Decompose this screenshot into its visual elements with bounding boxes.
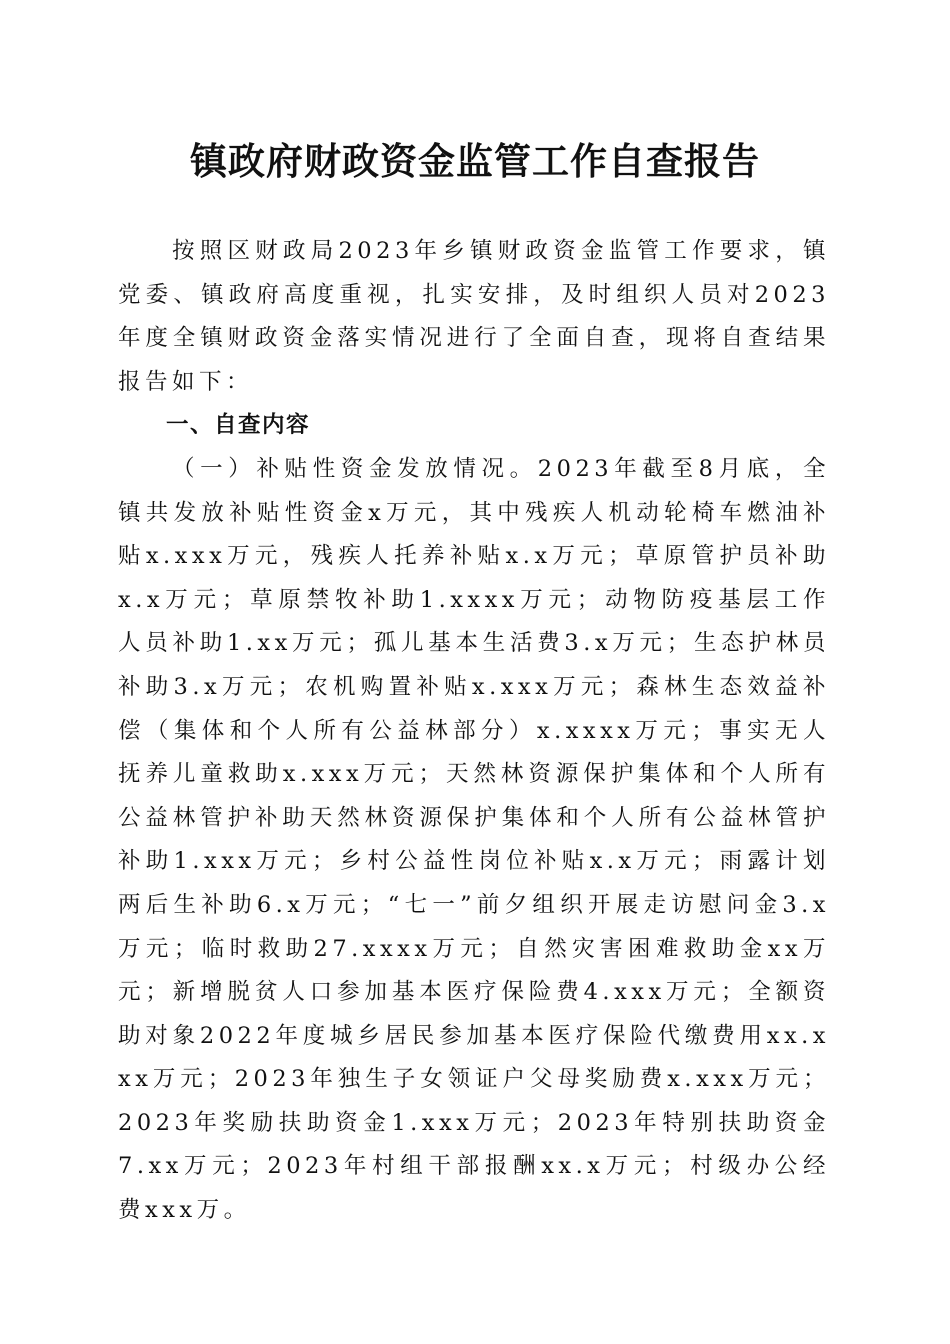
section-heading: 一、自查内容 [166,412,311,439]
subsidy-paragraph: （一）补贴性资金发放情况。2023年截至8月底，全镇共发放补贴性资金x万元，其中残疾人机动轮椅车燃油补贴x.xxx万元，残疾人托养补贴x.x万元；草原管护员补助x.x万元；草原禁牧补助1.xxxx万元；动物防疫基层工作人员补助1.xx万元；孤儿基本生活费3.x万元；生态护林员补助3.x万元；农机购置补贴x.xxx万元；森林生态效益补偿（集体和个人所有公益林部分）x.xxxx万元；事实无人抚养儿童救助x.xxx万元；天然林资源保护集体和个人所有公益林管护补助天然林资源保护集体和个人所有公益林管护补助1.xxx万元；乡村公益性岗位补贴x.x万元；雨露计划两后生补助6.x万元；“七一”前夕组织开展走访慰问金3.x万元；临时救助27.xxxx万元；自然灾害困难救助金xx万元；新增脱贫人口参加基本医疗保险费4.xxx万元；全额资助对象2022年度城乡居民参加基本医疗保险代缴费用xx.xxx万元；2023年独生子女领证户父母奖励费x.xxx万元；2023年奖励扶助资金1.xxx万元；2023年特别扶助资金7.xx万元；2023年村组干部报酬xx.x万元；村级办公经费xxx万。 [118,455,830,1224]
document-title: 镇政府财政资金监管工作自查报告 [190,139,760,183]
intro-paragraph: 按照区财政局2023年乡镇财政资金监管工作要求，镇党委、镇政府高度重视，扎实安排，及时组织人员对2023年度全镇财政资金落实情况进行了全面自查，现将自查结果报告如下： [118,238,830,395]
document-body [118,230,830,1233]
